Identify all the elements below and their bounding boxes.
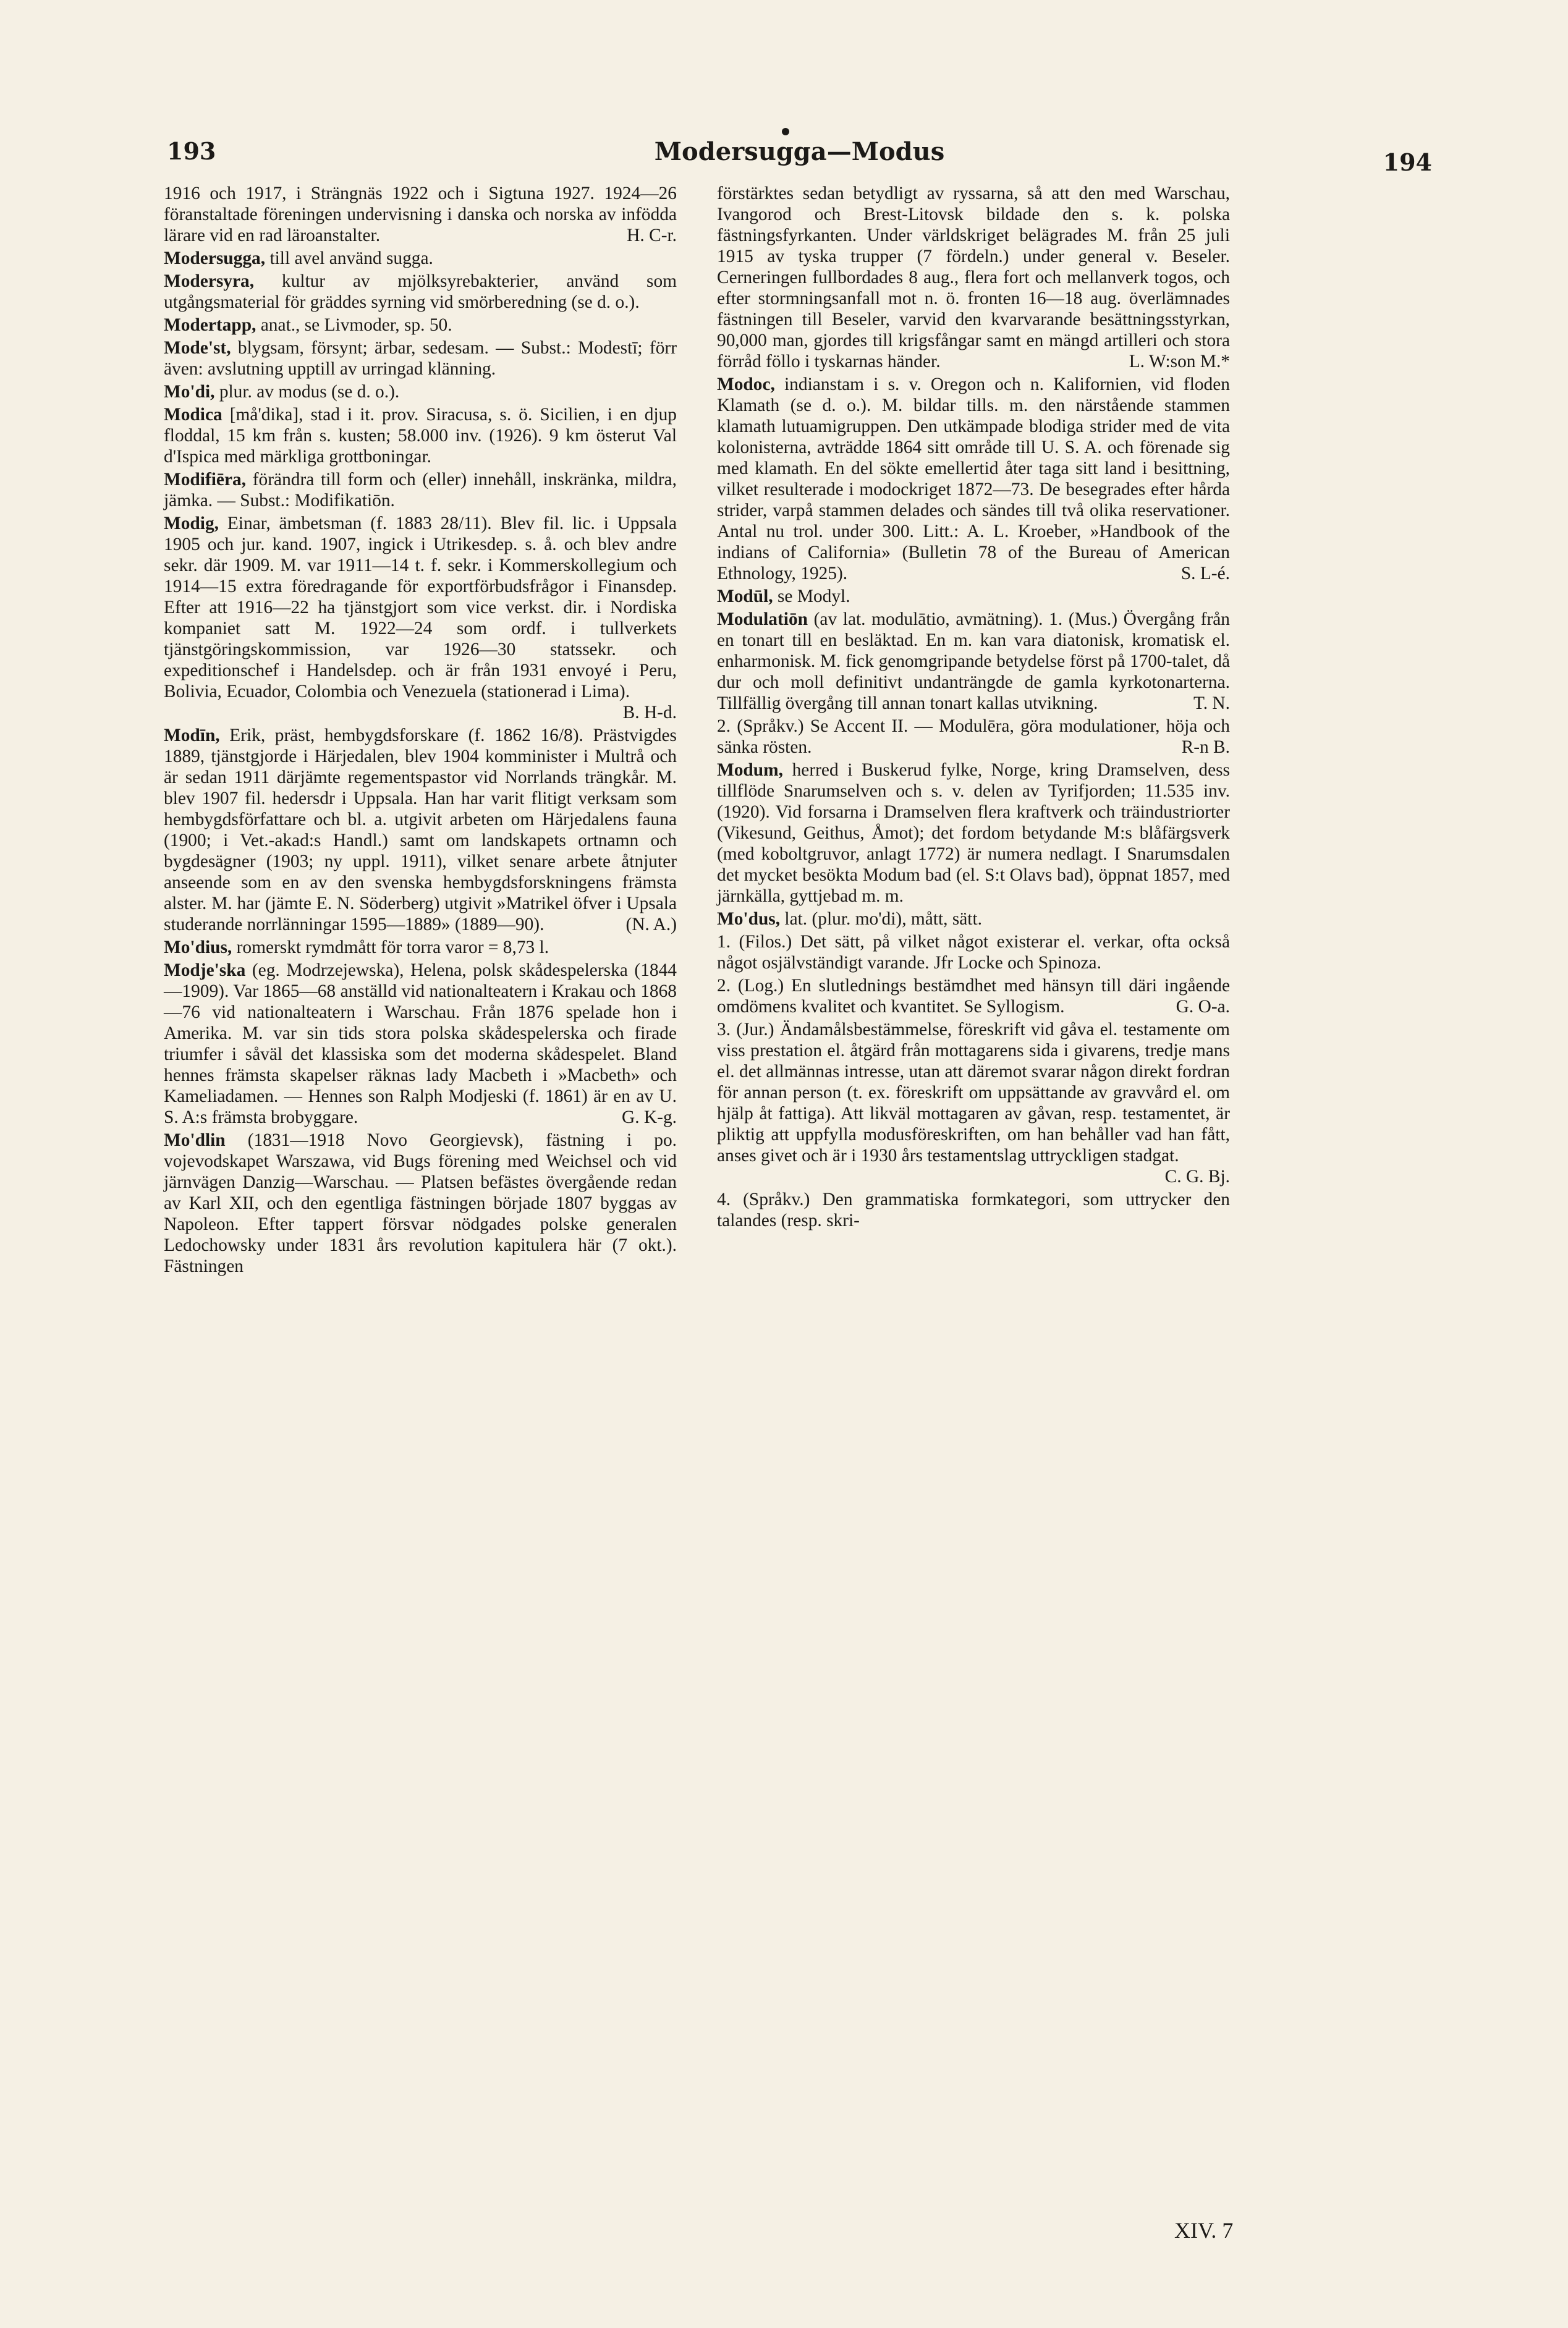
dictionary-entry [164, 381, 677, 402]
entry-text: (eg. Modrzejewska), Helena, polsk skådespelerska (1844—1909). Var 1865—68 anställd vid nationalteatern i Krakau och 1868—76 vid nationalteatern i Warschau. Från 1876 spelade hon i Amerika. M. var sin tids stora polska skådespelerska och firade triumfer i såväl det klassiska som det moderna skådespelet. Bland hennes främsta skapelser räknas lady Macbeth i »Macbeth» och Kameliadamen. — Hennes son Ralph Modjeski (f. 1861) är en av U. S. A:s främsta brobyggare. [164, 960, 677, 1127]
entry-headword: Modifiēra, [164, 470, 247, 489]
author-signature: T. N. [1193, 693, 1230, 713]
entry-headword: Modersugga, [164, 248, 266, 268]
entry-text: (1831—1918 Novo Georgievsk), fästning i po. vojevodskapet Warszawa, vid Bugs förening med Weichsel och vid järnvägen Danzig—Warschau. — Platsen befästes övergående redan av Karl XII, och den egentliga fästningen började 1807 byggas av Napoleon. Efter tappert försvar nödgades polske generalen Ledochowsky under 1831 års revolution kapitulera här (7 okt.). Fästningen [164, 1130, 677, 1276]
dictionary-entry [717, 908, 1230, 929]
dictionary-entry [717, 609, 1230, 714]
entry-text: se Modyl. [773, 586, 850, 606]
dictionary-entry [164, 271, 677, 313]
page-number-right: 194 [1383, 148, 1432, 176]
entry-text: förändra till form och (eller) innehåll, inskränka, mildra, jämka. — Subst.: Modifikatiōn. [164, 470, 677, 510]
dictionary-entry [164, 315, 677, 336]
entry-text: kultur av mjölksyrebakterier, använd som utgångsmaterial för gräddes syrning vid smörberedning (se d. o.). [164, 271, 677, 312]
author-signature: L. W:son M.* [1129, 352, 1230, 371]
author-signature: G. O-a. [1176, 997, 1230, 1017]
author-signature: S. L-é. [1180, 564, 1230, 583]
entry-text: Erik, präst, hembygdsforskare (f. 1862 16/8). Prästvigdes 1889, tjänstgjorde i Härjedalen, blev 1904 komminister i Multrå och är sedan 1911 därjämte regementspastor vid Norrlands trängkår. M. blev 1907 fil. hedersdr i Uppsala. Han har varit flitigt verksam som hembygdsförfattare och bl. a. utgivit arbeten om Härjedalens fauna (1900; i Vet.-akad:s Handl.) samt om landskapets ortnamn och bygdesägner (1903; ny uppl. 1911), vilket senare arbete åtnjuter anseende som en av den svenska hembygdsforskningens främsta alster. M. har (jämte E. N. Söderberg) utgivit »Matrikel öfver i Upsala studerande norrlänningar 1595—1889» (1889—90). [164, 726, 677, 934]
dictionary-entry [164, 404, 677, 467]
entry-headword: Modūl, [717, 586, 773, 606]
entry-text: 2. (Log.) En slutlednings bestämdhet med hänsyn till däri ingående omdömens kvalitet och kvantitet. Se Syllogism. [717, 976, 1230, 1017]
entry-headword: Mo'dius, [164, 938, 232, 957]
dictionary-entry [717, 183, 1230, 372]
entry-text: lat. (plur. mo'di), mått, sätt. [780, 909, 982, 929]
dictionary-entry [717, 975, 1230, 1017]
entry-headword: Mode'st, [164, 338, 231, 358]
page-header [167, 137, 1432, 174]
dictionary-entry [717, 1019, 1230, 1187]
dictionary-entry [717, 374, 1230, 584]
author-signature: G. K-g. [622, 1107, 677, 1127]
entry-headword: Mo'dus, [717, 909, 781, 929]
entry-text: plur. av modus (se d. o.). [214, 382, 400, 402]
dictionary-entry [164, 1130, 677, 1277]
author-signature: (N. A.) [625, 915, 677, 934]
entry-text: förstärktes sedan betydligt av ryssarna, så att den med Warschau, Ivangorod och Brest-Litovsk bildade den s. k. polska fästningsfyrkanten. Under världskriget belägrades M. från 25 juli 1915 av tyska trupper (7 fördeln.) under general v. Beseler. Cerneringen fullbordades 8 aug., flera fort och mellanverk togos, och efter stormningsanfall mot n. ö. fronten 16—18 aug. överlämnades fästningen till Beseler, varvid den kvarvarande besättningsstyrkan, 90,000 man, gjordes till krigsfångar samt en mängd artilleri och stora förråd föllo i tyskarnas händer. [717, 184, 1230, 371]
entry-text: romerskt rymdmått för torra varor = 8,73 l. [232, 938, 549, 957]
left-column [164, 183, 677, 1279]
entry-text: 1. (Filos.) Det sätt, på vilket något existerar el. verkar, ofta också något osjälvständigt varande. Jfr Locke och Spinoza. [717, 932, 1230, 973]
entry-text: (av lat. modulātio, avmätning). 1. (Mus.) Övergång från en tonart till en besläktad. En m. kan vara diatonisk, kromatisk el. enharmonisk. M. fick genomgripande betydelse först på 1700-talet, då dur och moll definitivt undanträngde de gamla kyrkotonarterna. Tillfällig övergång till annan tonart kallas utvikning. [717, 609, 1230, 713]
dictionary-entry [164, 960, 677, 1128]
dictionary-entry [717, 716, 1230, 758]
entry-text: blygsam, försynt; ärbar, sedesam. — Subst.: Modestī; förr även: avslutning upptill av urringad klänning. [164, 338, 677, 379]
author-signature: H. C-r. [627, 226, 677, 245]
entry-headword: Modīn, [164, 726, 220, 745]
entry-headword: Mo'dlin [164, 1130, 226, 1150]
entry-text: Einar, ämbetsman (f. 1883 28/11). Blev fil. lic. i Uppsala 1905 och jur. kand. 1907, ingick i Utrikesdep. s. å. och blev andre sekr. där 1909. M. var 1911—14 t. f. sekr. i Kommerskollegium och 1914—15 extra föredragande för exportförbudsfrågor i Finansdep. Efter att 1916—22 ha tjänstgjort som vice verkst. dir. i Nordiska kompaniet satt M. 1922—24 som ordf. i tullverkets tjänstgöringskommission, var 1926—30 statssekr. och expeditionschef i Handelsdep. och är från 1931 envoyé i Peru, Bolivia, Ecuador, Colombia och Venezuela (stationerad i Lima). [164, 514, 677, 701]
entry-text: 4. (Språkv.) Den grammatiska formkategori, som uttrycker den talandes (resp. skri- [717, 1190, 1230, 1230]
dictionary-entry [164, 183, 677, 246]
entry-text: 2. (Språkv.) Se Accent II. — Modulēra, göra modulationer, höja och sänka rösten. [717, 716, 1230, 757]
entry-headword: Modig, [164, 514, 219, 533]
entry-text: till avel använd sugga. [265, 248, 433, 268]
entry-headword: Modulatiōn [717, 609, 808, 629]
dictionary-entry [164, 248, 677, 269]
dictionary-entry [717, 1189, 1230, 1231]
dictionary-entry [717, 586, 1230, 607]
entry-headword: Modica [164, 405, 222, 425]
entry-text: 3. (Jur.) Ändamålsbestämmelse, föreskrift vid gåva el. testamente om viss prestation el. åtgärd från mottagarens sida i givarens, tredje mans el. det allmännas intresse, utan att däremot svarar någon direkt fordran för annan person (t. ex. föreskrift om uppsättande av gravvård el. om hjälp åt fattiga). Att likväl mottagaren av gåvan, resp. testamentet, är pliktig att uppfylla modusföreskriften, om han behåller vad han fått, anses givet och är i 1930 års testamentslag uttryckligen stadgat. [717, 1020, 1230, 1166]
entry-headword: Modoc, [717, 375, 775, 394]
entry-headword: Modertapp, [164, 315, 256, 335]
entry-headword: Modje'ska [164, 960, 246, 980]
entry-headword: Modersyra, [164, 271, 255, 291]
author-signature: R-n B. [1181, 737, 1230, 757]
author-signature: C. G. Bj. [1164, 1167, 1230, 1187]
running-title: Modersugga—Modus [654, 137, 945, 166]
entry-text: [må'dika], stad i it. prov. Siracusa, s. ö. Sicilien, i en djup floddal, 15 km från s. kusten; 58.000 inv. (1926). 9 km österut Val d'Ispica med märkliga grottboningar. [164, 405, 677, 467]
dictionary-entry [164, 469, 677, 511]
entry-headword: Modum, [717, 760, 783, 780]
dictionary-entry [164, 937, 677, 958]
author-signature: B. H-d. [622, 703, 677, 722]
dictionary-entry [164, 337, 677, 379]
entry-headword: Mo'di, [164, 382, 215, 402]
dictionary-entry [717, 931, 1230, 973]
printer-mark [782, 128, 789, 135]
entry-text: indianstam i s. v. Oregon och n. Kalifornien, vid floden Klamath (se d. o.). M. bildar tills. m. den närstående stammen klamath lutuamigruppen. Den utkämpade blodiga strider med de vita kolonisterna, avträdde 1864 sitt område till U. S. A. och förenade sig med klamath. En del sökte emellertid åter taga sitt land i besittning, vilket resulterade i modockriget 1872—73. De besegrades efter hårda strider, varpå stammen delades och sändes till två olika reservationer. Antal nu trol. under 300. Litt.: A. L. Kroeber, »Handbook of the indians of California» (Bulletin 78 of the Bureau of American Ethnology, 1925). [717, 375, 1230, 583]
dictionary-entry [164, 725, 677, 935]
dictionary-entry [717, 760, 1230, 907]
page-number-left: 193 [167, 137, 216, 165]
dictionary-entry [164, 513, 677, 723]
entry-text: herred i Buskerud fylke, Norge, kring Dramselven, dess tillflöde Snarumselven och s. v. delen av Tyrifjorden; 11.535 inv. (1920). Vid forsarna i Dramselven flera kraftverk och träindustriorter (Vikesund, Geithus, Åmot); det fordom betydande M:s blåfärgsverk (med koboltgruvor, anlagt 1772) är numera nedlagt. I Snarumsdalen det mycket besökta Modum bad (el. S:t Olavs bad), öppnat 1857, med järnkälla, gyttjebad m. m. [717, 760, 1230, 906]
right-column [717, 183, 1230, 1233]
sheet-signature: XIV. 7 [1174, 2218, 1234, 2243]
entry-text: 1916 och 1917, i Strängnäs 1922 och i Sigtuna 1927. 1924—26 föranstaltade föreningen undervisning i danska och norska av infödda lärare vid en rad läroanstalter. [164, 184, 677, 245]
entry-text: anat., se Livmoder, sp. 50. [256, 315, 452, 335]
